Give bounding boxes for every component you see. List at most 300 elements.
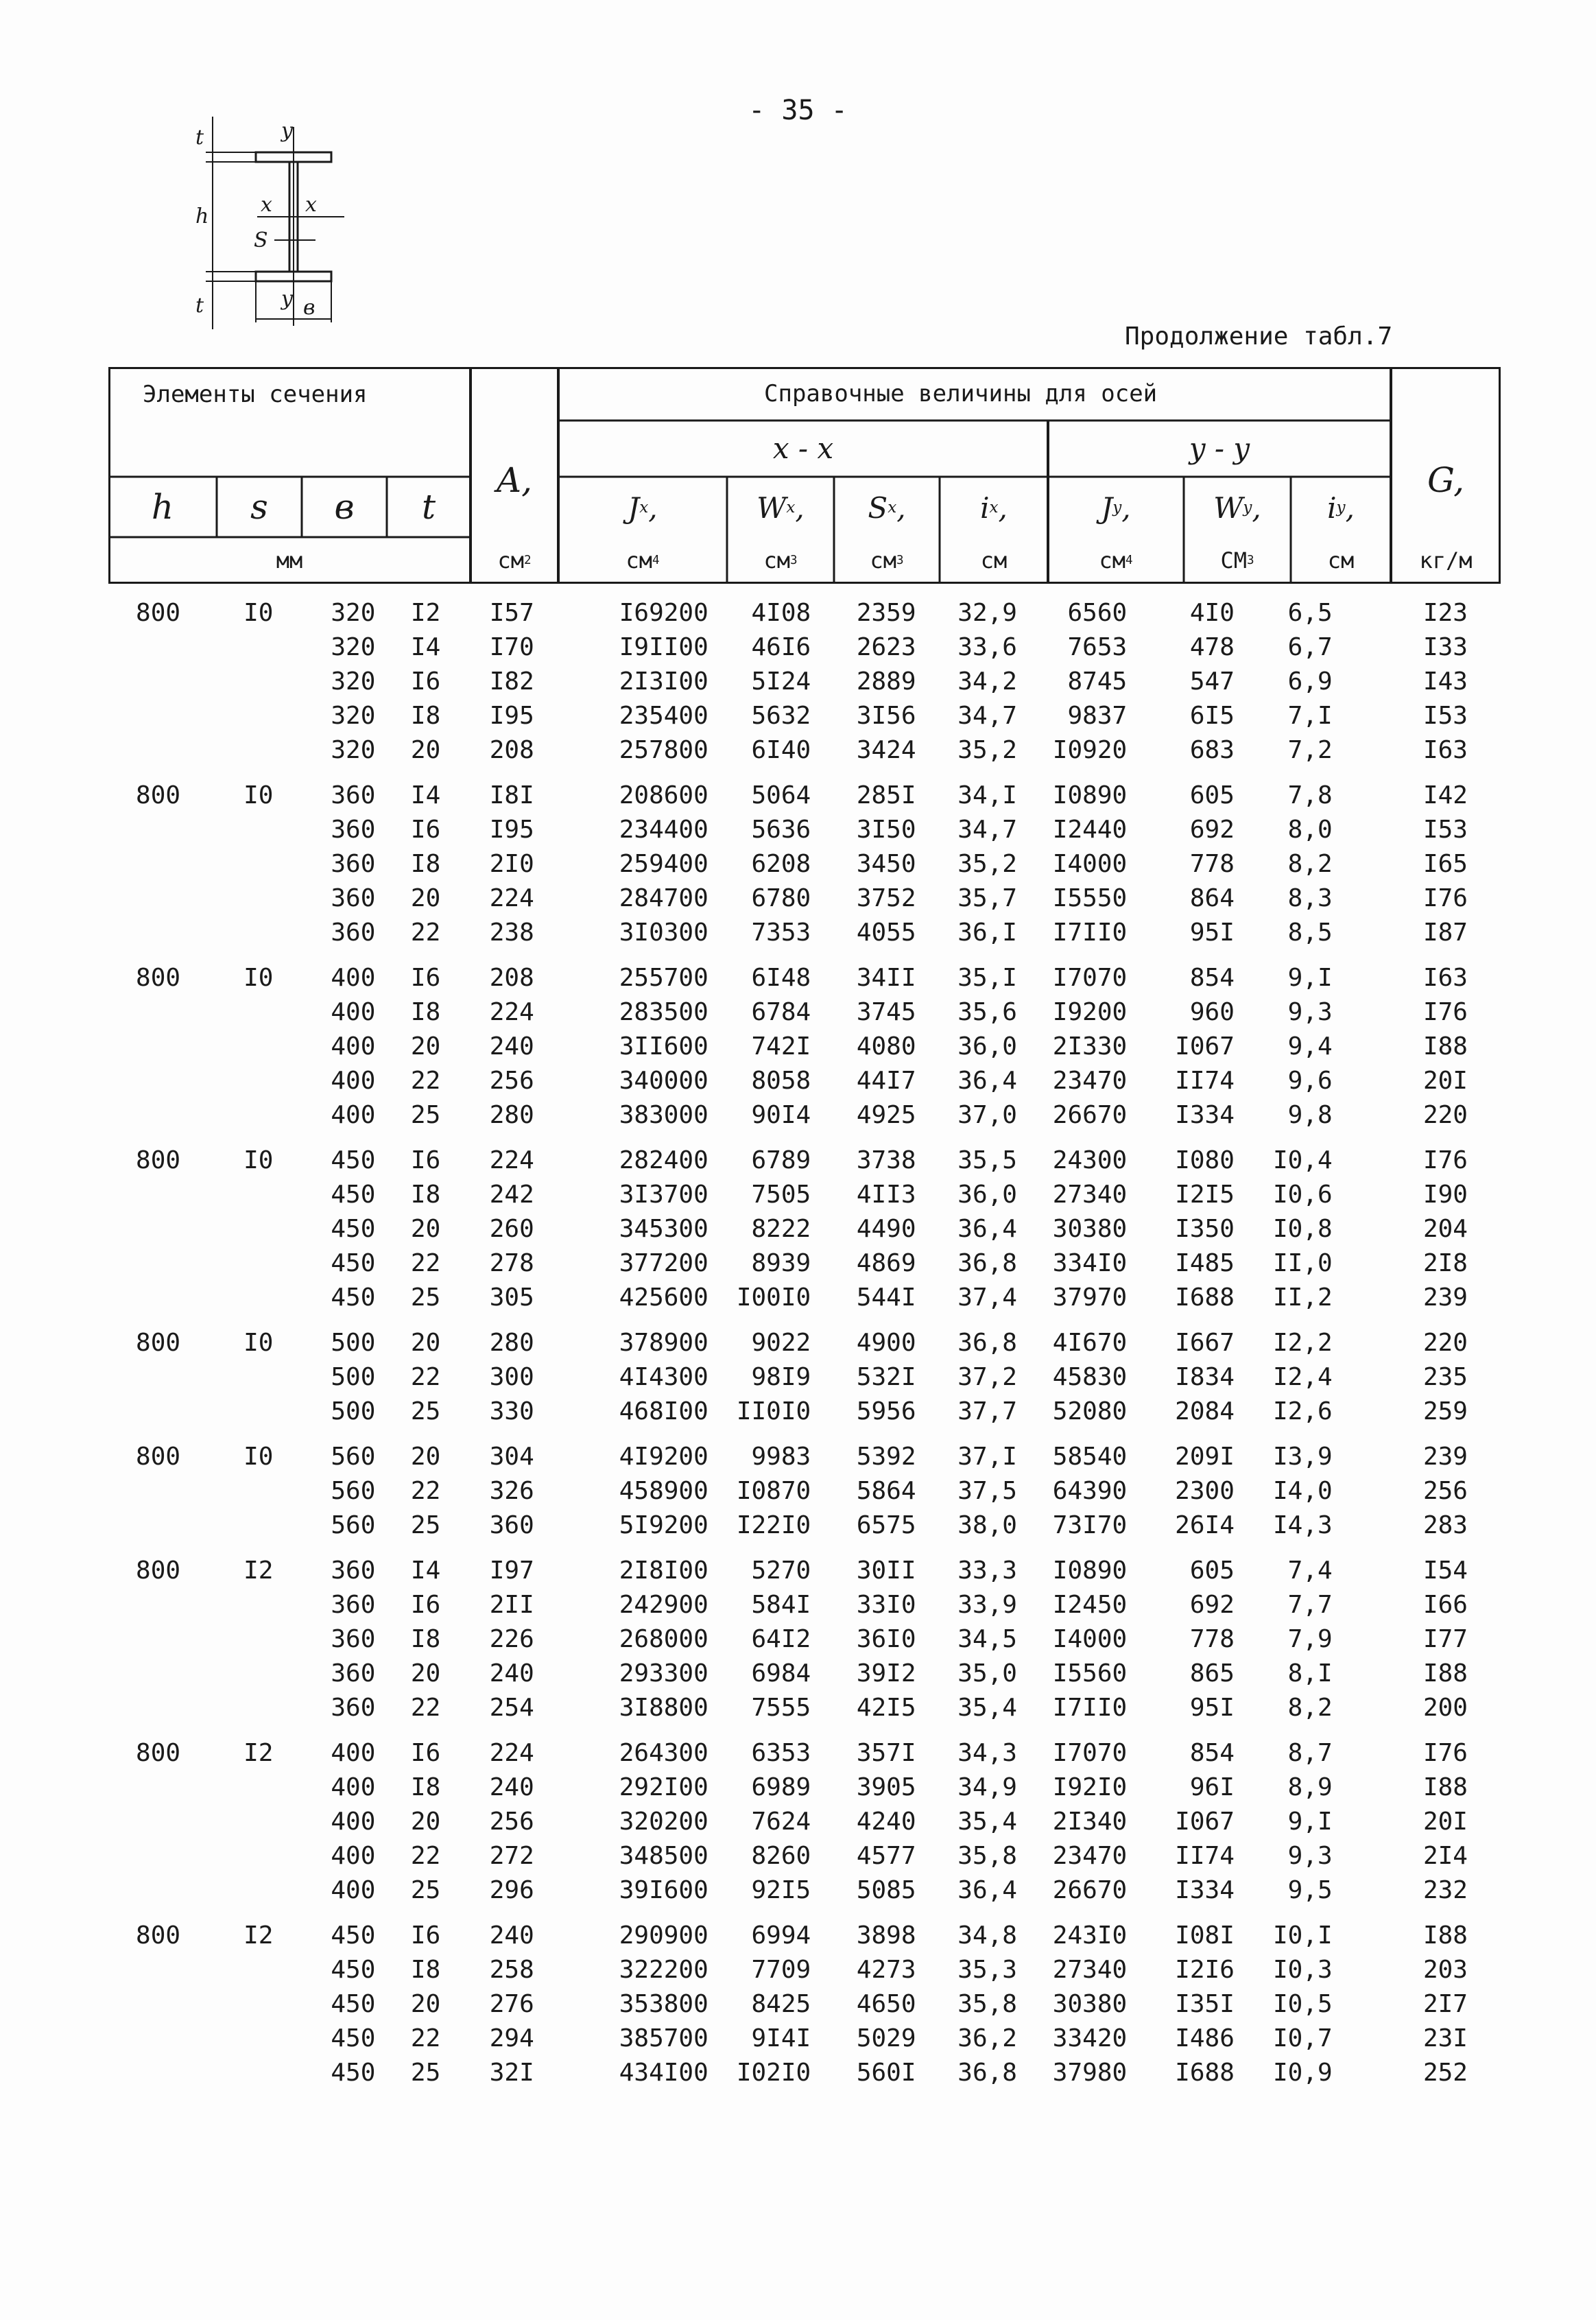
cell-ix: 35,5 [957,1146,1017,1174]
cell-Jx: 257800 [619,735,708,764]
cell-iy: I0,8 [1272,1214,1333,1243]
cell-h: 800 [136,1738,181,1767]
cell-Sx: 3745 [856,997,916,1026]
cell-b: 360 [331,1693,376,1722]
cell-iy: 7,8 [1287,781,1333,809]
cell-Wx: 5636 [751,815,811,844]
cell-t: I4 [410,1556,441,1585]
cell-Jx: 282400 [619,1146,708,1174]
cell-A: 242 [489,1180,534,1209]
cell-iy: I0,9 [1272,2058,1333,2087]
cell-ix: 33,3 [957,1556,1017,1585]
cell-Sx: 4925 [856,1100,916,1129]
cell-iy: I2,2 [1272,1328,1333,1357]
cell-A: 360 [489,1511,534,1539]
cell-Jy: I7070 [1052,1738,1128,1767]
cell-G: 239 [1422,1442,1468,1471]
cell-G: 259 [1422,1397,1468,1425]
cell-Wy: I067 [1175,1032,1235,1061]
cell-ix: 35,8 [957,1841,1017,1870]
cell-ix: 38,0 [957,1511,1017,1539]
cell-iy: 9,3 [1287,1841,1333,1870]
cell-ix: 35,6 [957,997,1017,1026]
cell-G: I53 [1422,815,1468,844]
cell-Wx: 7709 [751,1955,811,1984]
table-row [108,960,1501,995]
table-row [108,1736,1501,1770]
cell-A: 224 [489,1738,534,1767]
cell-Wy: 6I5 [1189,701,1235,730]
cell-t: 20 [410,1032,441,1061]
cell-h: 800 [136,598,181,627]
cell-t: 25 [410,1100,441,1129]
cell-A: I95 [489,701,534,730]
cell-Jx: 39I600 [619,1875,708,1904]
table-row [108,1325,1501,1360]
cell-Sx: 3I50 [856,815,916,844]
cell-iy: 8,9 [1287,1773,1333,1801]
cell-Wx: 8939 [751,1248,811,1277]
cell-ix: 37,0 [957,1100,1017,1129]
header-axis-x: x - x [772,431,834,465]
cell-Jy: 33420 [1052,2024,1128,2052]
header-unit-A: см 2 [497,547,532,573]
cell-iy: I0,I [1272,1921,1333,1950]
cell-Wy: 605 [1189,781,1235,809]
cell-Wx: 7555 [751,1693,811,1722]
cell-A: 240 [489,1032,534,1061]
cell-ix: 37,I [957,1442,1017,1471]
cell-A: 238 [489,918,534,947]
cell-b: 560 [331,1442,376,1471]
header-col-Wx: W x , [757,490,805,525]
cell-Jy: 7653 [1067,632,1128,661]
cell-Wx: 5064 [751,781,811,809]
header-col-b: в [334,487,355,527]
cell-Jy: 30380 [1052,1214,1128,1243]
cell-ix: 34,9 [957,1773,1017,1801]
cell-h: 800 [136,1328,181,1357]
cell-A: 226 [489,1624,534,1653]
cell-h: 800 [136,1921,181,1950]
table-row [108,1360,1501,1394]
cell-Jy: I2440 [1052,815,1128,844]
cell-A: I8I [489,781,534,809]
cell-iy: 8,3 [1287,884,1333,912]
table-row [108,1622,1501,1656]
cell-Sx: 33I0 [856,1590,916,1619]
cell-t: I6 [410,963,441,992]
header-col-iy: i y , [1327,490,1355,525]
header-unit-mm: мм [276,547,303,573]
cell-Jy: I7II0 [1052,1693,1128,1722]
table-row [108,1656,1501,1690]
cell-Jy: 9837 [1067,701,1128,730]
cell-Jx: 348500 [619,1841,708,1870]
table-row [108,2055,1501,2090]
cell-iy: 6,9 [1287,667,1333,696]
cell-t: I4 [410,632,441,661]
continuation-label: Продолжение табл.7 [1125,322,1393,351]
cell-Wy: I688 [1175,1283,1235,1312]
cell-A: 208 [489,735,534,764]
cell-t: 20 [410,1214,441,1243]
diagram-label-b: в [303,296,315,320]
cell-Wy: 4I0 [1189,598,1235,627]
cell-iy: 7,2 [1287,735,1333,764]
cell-Sx: 36I0 [856,1624,916,1653]
cell-G: I23 [1422,598,1468,627]
cell-Wx: 5632 [751,701,811,730]
cell-Wy: 778 [1189,1624,1235,1653]
cell-A: 240 [489,1921,534,1950]
cell-Sx: 4273 [856,1955,916,1984]
cell-Jy: I5550 [1052,884,1128,912]
cell-Wx: 9983 [751,1442,811,1471]
cell-A: 208 [489,963,534,992]
cell-ix: 36,8 [957,2058,1017,2087]
cell-Wx: 46I6 [751,632,811,661]
table-row [108,995,1501,1029]
cell-ix: 36,8 [957,1248,1017,1277]
cell-s: I0 [243,1146,274,1174]
cell-b: 360 [331,781,376,809]
cell-ix: 35,I [957,963,1017,992]
cell-b: 360 [331,1659,376,1688]
cell-t: I6 [410,1738,441,1767]
cell-Jy: 37970 [1052,1283,1128,1312]
header-unit-Wx: см 3 [763,547,798,573]
table-row [108,1063,1501,1098]
cell-Wx: I0870 [736,1476,811,1505]
cell-t: I8 [410,849,441,878]
cell-Jx: 434I00 [619,2058,708,2087]
cell-G: 23I [1422,2024,1468,2052]
cell-Wx: 7624 [751,1807,811,1836]
table-row [108,1211,1501,1246]
cell-t: 22 [410,918,441,947]
cell-iy: II,0 [1272,1248,1333,1277]
cell-Jx: 234400 [619,815,708,844]
cell-Sx: 4II3 [856,1180,916,1209]
cell-t: I6 [410,1146,441,1174]
cell-Jy: 37980 [1052,2058,1128,2087]
cell-ix: 37,2 [957,1362,1017,1391]
cell-A: 240 [489,1659,534,1688]
cell-Jy: 30380 [1052,1989,1128,2018]
cell-Wy: 96I [1189,1773,1235,1801]
cell-Wy: 854 [1189,963,1235,992]
cell-G: 20I [1422,1066,1468,1095]
cell-Jx: 320200 [619,1807,708,1836]
cell-Wy: 692 [1189,815,1235,844]
cell-t: I8 [410,1955,441,1984]
cell-ix: 35,8 [957,1989,1017,2018]
cell-t: 25 [410,2058,441,2087]
table-row [108,2021,1501,2055]
cell-A: 240 [489,1773,534,1801]
cell-Wx: 9022 [751,1328,811,1357]
cell-Wx: 5270 [751,1556,811,1585]
cell-t: 22 [410,2024,441,2052]
cell-Jy: 2I340 [1052,1807,1128,1836]
cell-s: I0 [243,781,274,809]
cell-Jx: 4I4300 [619,1362,708,1391]
cell-Jy: I4000 [1052,1624,1128,1653]
cell-Wx: 6I48 [751,963,811,992]
cell-b: 450 [331,1955,376,1984]
cell-Wy: 547 [1189,667,1235,696]
cell-Sx: 42I5 [856,1693,916,1722]
header-unit-Jy: см 4 [1099,547,1133,573]
cell-Jy: 45830 [1052,1362,1128,1391]
cell-G: 20I [1422,1807,1468,1836]
table-row [108,1246,1501,1280]
cell-t: I8 [410,1773,441,1801]
cell-t: 20 [410,1328,441,1357]
cell-b: 320 [331,667,376,696]
cell-Sx: 4577 [856,1841,916,1870]
cell-t: 25 [410,1511,441,1539]
cell-iy: 9,3 [1287,997,1333,1026]
cell-ix: 35,2 [957,735,1017,764]
cell-t: I2 [410,598,441,627]
header-unit-iy: см [1327,547,1355,573]
cell-ix: 37,5 [957,1476,1017,1505]
cell-G: I76 [1422,1738,1468,1767]
cell-ix: 34,2 [957,667,1017,696]
cell-Jy: I0920 [1052,735,1128,764]
cell-t: I6 [410,667,441,696]
cell-b: 500 [331,1397,376,1425]
cell-iy: 8,2 [1287,1693,1333,1722]
cell-A: 280 [489,1100,534,1129]
cell-G: I63 [1422,963,1468,992]
cell-b: 360 [331,884,376,912]
header-col-h: h [151,487,174,527]
cell-G: I88 [1422,1921,1468,1950]
cell-Jy: 23470 [1052,1066,1128,1095]
cell-b: 450 [331,1146,376,1174]
cell-Jy: I0890 [1052,1556,1128,1585]
header-col-t: t [421,487,436,527]
cell-b: 450 [331,1989,376,2018]
cell-ix: 34,8 [957,1921,1017,1950]
cell-Wx: 64I2 [751,1624,811,1653]
cell-Jy: 8745 [1067,667,1128,696]
cell-b: 450 [331,1921,376,1950]
cell-Wy: 2084 [1175,1397,1235,1425]
cell-b: 320 [331,701,376,730]
cell-Wy: I334 [1175,1100,1235,1129]
cell-Jx: 4I9200 [619,1442,708,1471]
cell-A: 272 [489,1841,534,1870]
table-row [108,847,1501,881]
table-row [108,1987,1501,2021]
cell-Jx: 3II600 [619,1032,708,1061]
cell-ix: 36,4 [957,1875,1017,1904]
cell-b: 360 [331,1556,376,1585]
table-row [108,733,1501,767]
cell-t: 25 [410,1397,441,1425]
cell-Jx: 2I8I00 [619,1556,708,1585]
cell-Sx: 357I [856,1738,916,1767]
cell-Jy: I0890 [1052,781,1128,809]
cell-Jy: I4000 [1052,849,1128,878]
cell-Jy: I92I0 [1052,1773,1128,1801]
header-col-Jx: J x , [628,490,658,525]
cell-s: I0 [243,963,274,992]
cell-G: 220 [1422,1100,1468,1129]
cell-Wy: 95I [1189,918,1235,947]
cell-G: 204 [1422,1214,1468,1243]
cell-b: 360 [331,815,376,844]
cell-iy: I0,3 [1272,1955,1333,1984]
cell-Jy: 26670 [1052,1100,1128,1129]
cell-b: 320 [331,735,376,764]
cell-A: 258 [489,1955,534,1984]
cell-b: 500 [331,1328,376,1357]
cell-Jy: 26670 [1052,1875,1128,1904]
cell-Sx: 39I2 [856,1659,916,1688]
cell-Wy: 683 [1189,735,1235,764]
cell-G: I33 [1422,632,1468,661]
cell-Jy: 4I670 [1052,1328,1128,1357]
cell-ix: 36,0 [957,1180,1017,1209]
cell-A: 304 [489,1442,534,1471]
cell-ix: 33,9 [957,1590,1017,1619]
cell-Jx: 293300 [619,1659,708,1688]
cell-iy: 9,4 [1287,1032,1333,1061]
cell-A: I82 [489,667,534,696]
cell-G: 2I7 [1422,1989,1468,2018]
cell-iy: I3,9 [1272,1442,1333,1471]
cell-t: I8 [410,1180,441,1209]
cell-Jx: 283500 [619,997,708,1026]
cell-Wy: 26I4 [1175,1511,1235,1539]
cell-Jx: 235400 [619,701,708,730]
cell-G: I90 [1422,1180,1468,1209]
header-col-A: A, [496,460,532,500]
header-unit-Sx: см 3 [870,547,904,573]
cell-b: 450 [331,1248,376,1277]
cell-s: I2 [243,1921,274,1950]
cell-Jy: I5560 [1052,1659,1128,1688]
cell-Sx: 5029 [856,2024,916,2052]
cell-Wy: I2I5 [1175,1180,1235,1209]
cell-iy: 7,9 [1287,1624,1333,1653]
cell-Wy: 95I [1189,1693,1235,1722]
table-row [108,1952,1501,1987]
cell-A: 280 [489,1328,534,1357]
cell-Jy: 58540 [1052,1442,1128,1471]
cell-iy: 7,7 [1287,1590,1333,1619]
cell-A: I57 [489,598,534,627]
table-row [108,1029,1501,1063]
table-row [108,812,1501,847]
cell-Wx: 8222 [751,1214,811,1243]
table-row [108,1098,1501,1132]
table-row [108,1553,1501,1587]
table-group [108,1325,1501,1428]
header-col-Wy: W y , [1213,490,1261,525]
cell-Wx: 8425 [751,1989,811,2018]
table-row [108,1587,1501,1622]
cell-iy: I4,3 [1272,1511,1333,1539]
cell-Jx: 385700 [619,2024,708,2052]
cell-Jx: 3I0300 [619,918,708,947]
header-unit-Jx: см 4 [626,547,660,573]
cell-s: I0 [243,1328,274,1357]
header-col-Jy: J y , [1101,490,1131,525]
cell-t: 20 [410,1807,441,1836]
cell-Jx: 268000 [619,1624,708,1653]
cell-G: 239 [1422,1283,1468,1312]
cell-Sx: 3I56 [856,701,916,730]
cell-b: 360 [331,918,376,947]
header-col-Sx: S x , [868,490,906,525]
cell-b: 400 [331,1875,376,1904]
cell-Wx: 6780 [751,884,811,912]
cell-b: 450 [331,2024,376,2052]
cell-b: 400 [331,1841,376,1870]
cell-Jy: 52080 [1052,1397,1128,1425]
cell-Sx: 5392 [856,1442,916,1471]
header-col-ix: i x , [980,490,1008,525]
table-row [108,1918,1501,1952]
cell-iy: 8,0 [1287,815,1333,844]
diagram-label-x-left: x [261,193,272,217]
cell-Jy: 243I0 [1052,1921,1128,1950]
cell-G: 252 [1422,2058,1468,2087]
cell-t: I4 [410,781,441,809]
cell-b: 400 [331,1773,376,1801]
diagram-label-h: h [195,204,209,228]
cell-iy: 9,6 [1287,1066,1333,1095]
cell-Wy: I08I [1175,1921,1235,1950]
header-unit-ix: см [980,547,1008,573]
cell-Sx: 5864 [856,1476,916,1505]
cell-h: 800 [136,781,181,809]
cell-Sx: 532I [856,1362,916,1391]
cell-ix: 33,6 [957,632,1017,661]
table-row [108,698,1501,733]
cell-G: 203 [1422,1955,1468,1984]
cell-A: 224 [489,884,534,912]
cell-ix: 36,4 [957,1214,1017,1243]
cell-Sx: 4240 [856,1807,916,1836]
table-row [108,1143,1501,1177]
cell-Jy: 2I330 [1052,1032,1128,1061]
cell-t: I8 [410,997,441,1026]
cell-iy: 7,I [1287,701,1333,730]
header-col-G: G, [1427,460,1465,500]
cell-b: 400 [331,1738,376,1767]
cell-b: 400 [331,1807,376,1836]
cell-s: I2 [243,1556,274,1585]
cell-A: 294 [489,2024,534,2052]
diagram-label-t-top: t [195,126,204,150]
diagram-label-t-bottom: t [195,294,204,318]
cell-G: 220 [1422,1328,1468,1357]
cell-A: 32I [489,2058,534,2087]
header-unit-Wy: СМ 3 [1220,547,1254,573]
page-number: - 35 - [748,95,848,126]
cell-t: I8 [410,701,441,730]
cell-G: I43 [1422,667,1468,696]
cell-ix: 35,4 [957,1693,1017,1722]
cell-Sx: 4490 [856,1214,916,1243]
